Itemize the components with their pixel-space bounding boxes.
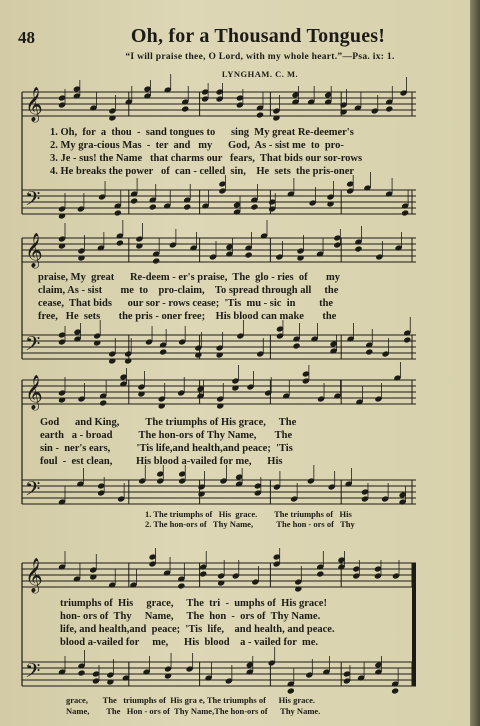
note-head xyxy=(287,687,295,694)
note-head xyxy=(292,342,300,349)
lyric-line: blood a-vailed for me, His blood a - vailed for me. xyxy=(60,637,319,648)
lyric-line: 4. He breaks the power of can - celled sin, He sets the pris-oner xyxy=(50,166,355,177)
note-head xyxy=(294,585,302,592)
note-head xyxy=(108,357,116,364)
bass-clef: 𝄢 xyxy=(25,477,41,505)
note-head xyxy=(58,396,66,403)
hymn-title: Oh, for a Thousand Tongues! xyxy=(130,25,386,47)
bass-clef: 𝄢 xyxy=(25,659,41,687)
note-head xyxy=(77,254,85,261)
bass-lyric-line: 2. The hon-ors of Thy Name, The hon - ors of Thy xyxy=(145,519,355,529)
note-head xyxy=(316,570,324,577)
note-head xyxy=(217,579,225,586)
lyric-line: 3. Je - sus! the Name that charms our fears, That bids our sor-rows xyxy=(50,153,363,164)
lyric-line: 2. My gra-cious Mas - ter and my God, As - sist me to pro- xyxy=(50,140,344,151)
note-head xyxy=(99,399,107,406)
note-head xyxy=(272,114,280,121)
note-head xyxy=(108,114,116,121)
lyric-line: praise, My great Re-deem - er's praise, The glo - ries of my xyxy=(38,272,341,283)
note-head xyxy=(216,402,224,409)
bass-clef: 𝄢 xyxy=(25,332,41,360)
lyric-line: earth a - broad The hon-ors of Thy Name, The xyxy=(40,430,293,441)
lyric-line: triumphs of His grace, The tri - umphs of His grace! xyxy=(60,598,327,609)
note-head xyxy=(124,357,132,364)
bass-lyric-line: 1. The triumphs of His grace. The triumphs of His xyxy=(145,509,352,519)
note-head xyxy=(58,242,66,249)
note-head xyxy=(149,203,157,210)
note-head xyxy=(296,254,304,261)
note-head xyxy=(354,245,362,252)
bass-clef: 𝄢 xyxy=(25,187,41,215)
note-head xyxy=(250,203,258,210)
note-head xyxy=(114,209,122,216)
treble-clef: 𝄞 xyxy=(25,233,43,268)
note-head xyxy=(116,239,124,246)
note-head xyxy=(256,111,264,118)
lyric-line: God and King, The triumphs of His grace, The xyxy=(40,417,297,428)
lyric-line: claim, As - sist me to pro-claim, To spread through all the xyxy=(38,285,339,296)
note-head xyxy=(183,203,191,210)
note-head xyxy=(199,570,207,577)
lyric-line: 1. Oh, for a thou - sand tongues to sing My great Re-deemer's xyxy=(50,127,354,138)
scripture-epigraph: “I will praise thee, O Lord, with my whole heart.”—Psa. ix: 1. xyxy=(125,52,395,62)
note-head xyxy=(177,582,185,589)
note-head xyxy=(106,678,114,685)
lyric-line: foul - est clean, His blood a-vailed for me, His xyxy=(40,456,283,467)
note-head xyxy=(137,390,145,397)
note-head xyxy=(159,348,167,355)
note-head xyxy=(130,197,138,204)
treble-clef: 𝄞 xyxy=(25,558,43,593)
note-head xyxy=(77,669,85,676)
note-head xyxy=(401,209,409,216)
lyric-line: hon- ors of Thy Name, The hon - ors of Thy Name. xyxy=(60,611,321,622)
note-head xyxy=(326,200,334,207)
note-head xyxy=(89,573,97,580)
lyric-line: life, and health,and peace; 'Tis life, and health, and peace. xyxy=(60,624,335,635)
note-head xyxy=(194,351,202,358)
treble-clef: 𝄞 xyxy=(25,87,43,122)
note-head xyxy=(164,672,172,679)
note-head xyxy=(245,251,253,258)
treble-clef: 𝄞 xyxy=(25,375,43,410)
note-head xyxy=(152,257,160,264)
book-binding xyxy=(470,0,480,726)
lyric-line: cease, That bids our sor - rows cease; 'Tis mu - sic in the xyxy=(38,298,334,309)
lyric-line: free, He sets the pris - oner free; His blood can make the xyxy=(38,311,337,322)
bass-lyric-line: grace, The triumphs of His gra e, The triumphs of His grace. xyxy=(66,695,316,705)
bass-lyric-line: Name, The Hon - ors of Thy Name,The hon-ors of Thy Name. xyxy=(66,706,321,716)
page-number: 48 xyxy=(18,28,35,47)
tune-and-meter: LYNGHAM. C. M. xyxy=(221,69,299,79)
note-head xyxy=(158,402,166,409)
note-head xyxy=(231,384,239,391)
note-head xyxy=(181,105,189,112)
note-head xyxy=(385,105,393,112)
note-head xyxy=(93,339,101,346)
final-barline xyxy=(412,563,416,686)
note-head xyxy=(403,336,411,343)
lyric-line: sin - ner's ears, 'Tis life,and health,and peace; 'Tis xyxy=(40,443,293,454)
note-head xyxy=(58,212,66,219)
note-head xyxy=(135,242,143,249)
note-head xyxy=(365,348,373,355)
note-head xyxy=(391,687,399,694)
note-head xyxy=(216,351,224,358)
note-head xyxy=(198,490,206,497)
